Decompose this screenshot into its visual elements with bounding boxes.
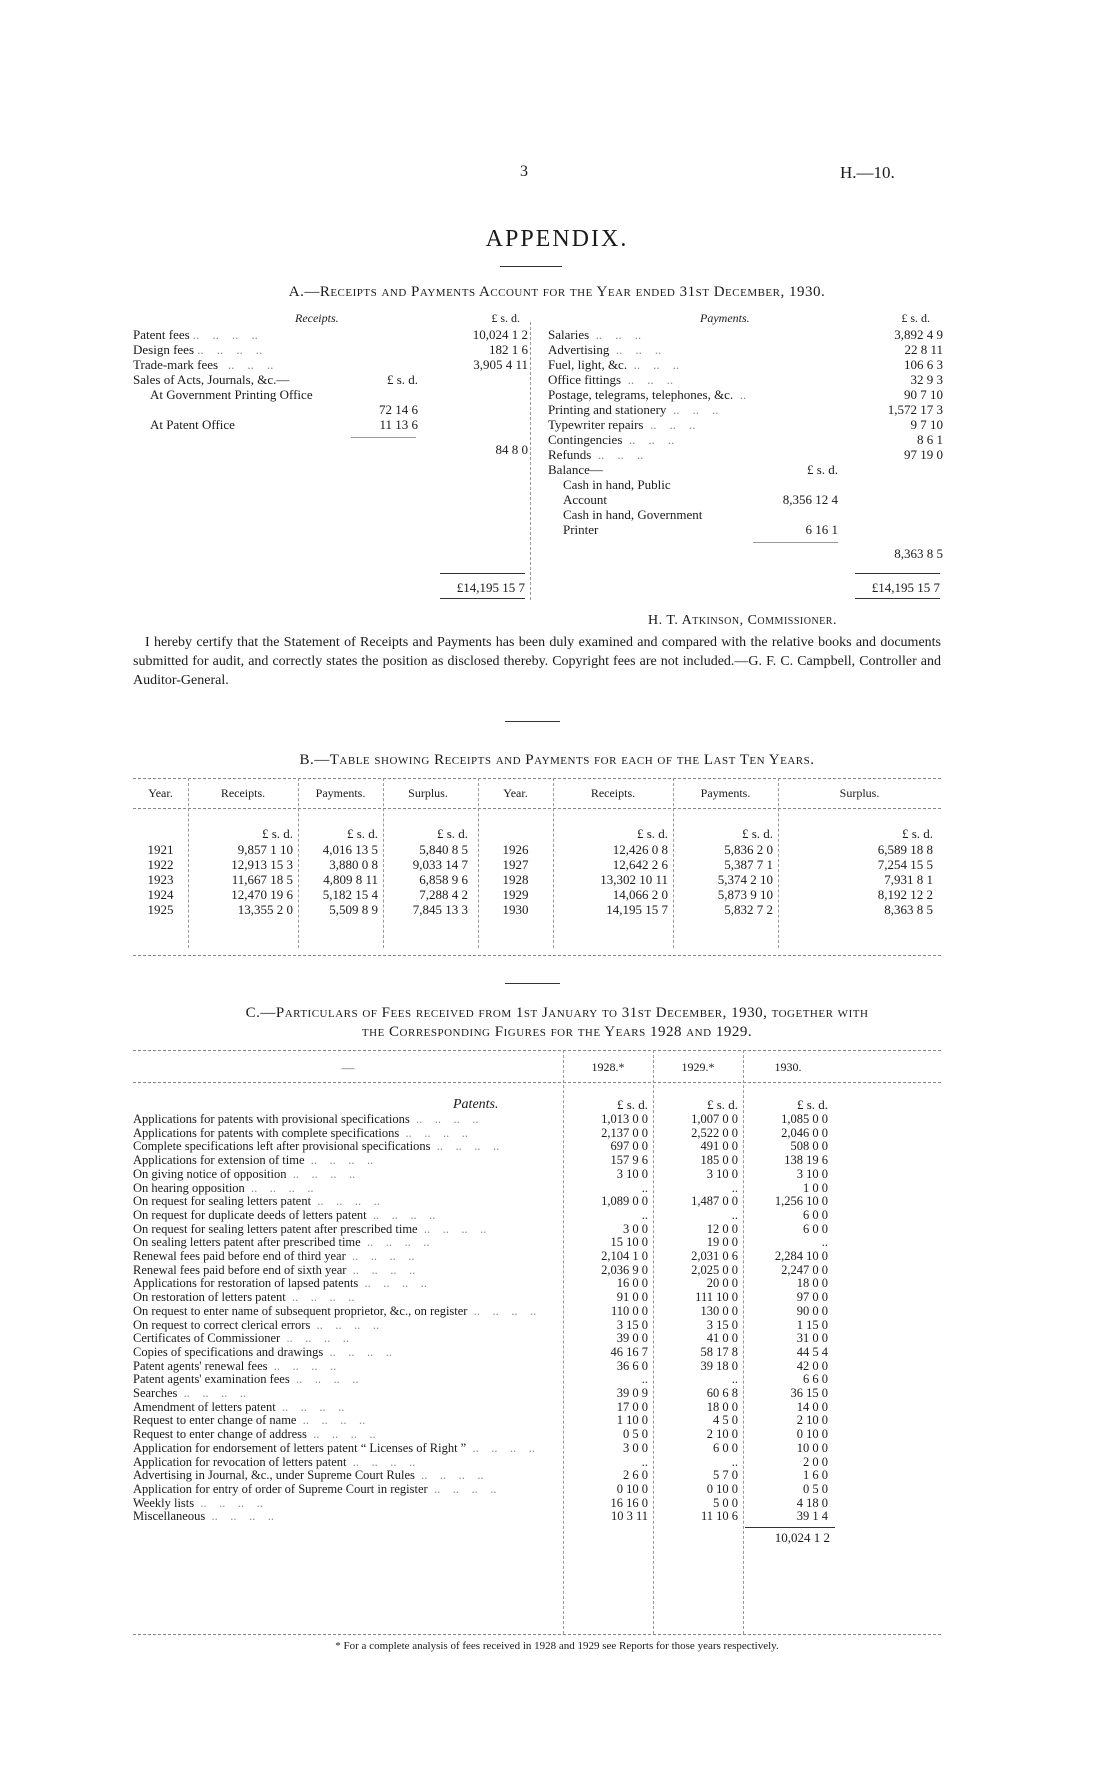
fee-amount: 2,031 0 6 (691, 1249, 738, 1263)
payment-row: Fuel, light, &c. .. .. .. 106 6 3 (548, 357, 943, 372)
fee-amount: 2,104 1 0 (601, 1249, 648, 1263)
sales-heading-row: Sales of Acts, Journals, &c.— £ s. d. (133, 372, 418, 387)
receipt-amount: 182 1 6 (489, 342, 528, 357)
footnote: * For a complete analysis of fees received in 1928 and 1929 see Reports for those years respectively. (335, 1640, 779, 1652)
section-a-divider (530, 322, 531, 600)
fee-row-label: Copies of specifications and drawings .. .. .. .. (133, 1344, 392, 1359)
fee-amount: 6 6 0 (803, 1372, 828, 1387)
fee-amount: .. (641, 1180, 648, 1195)
column-header: Surplus. (839, 786, 880, 800)
fee-amount: 4 18 0 (796, 1495, 828, 1510)
fee-amount: 3 10 0 (796, 1166, 828, 1181)
fee-amount: 5 0 0 (713, 1495, 738, 1510)
balance-item-label: Cash in hand, Government Printer (563, 507, 703, 537)
amount-cell: 14,066 2 0 (612, 887, 668, 902)
amount-cell: 5,387 7 1 (724, 857, 773, 872)
fee-amount: 46 16 7 (610, 1344, 648, 1359)
amount-cell: 7,845 13 3 (412, 902, 468, 917)
fee-row-label: On sealing letters patent after prescribed time .. .. .. .. (133, 1235, 430, 1250)
fee-amount: 110 0 0 (610, 1303, 648, 1318)
amount-cell: 12,642 2 6 (612, 857, 668, 872)
fee-amount: 491 0 0 (700, 1139, 738, 1154)
payment-row: Advertising .. .. .. 22 8 11 (548, 342, 943, 357)
balance-heading-row (548, 462, 943, 477)
fee-row-label: On request for sealing letters patent .. .. .. .. (133, 1194, 380, 1209)
fee-row-label: On request to enter name of subsequent proprietor, &c., on register .. .. .. .. (133, 1303, 537, 1318)
fee-amount: .. (731, 1180, 738, 1195)
year-header: 1930. (774, 1060, 802, 1074)
payment-row: Refunds .. .. .. 97 19 0 (548, 447, 943, 462)
fee-row-label: Advertising in Journal, &c., under Supreme Court Rules .. .. .. .. (133, 1468, 484, 1483)
payment-row: Salaries .. .. .. 3,892 4 9 (548, 327, 943, 342)
year-cell: 1930 (502, 902, 529, 917)
fee-amount: 2,046 0 0 (781, 1125, 828, 1140)
fee-amount: 0 10 0 (796, 1427, 828, 1442)
auditor-certificate: I hereby certify that the Statement of Receipts and Payments has been duly examined and compared with the relative books and documents submitted for audit, and correctly states the position as disclosed thereby. Copyright fees are not included.—G. F. C. Campbell, Controller and Auditor-General. (133, 635, 941, 688)
fee-amount: 91 0 0 (616, 1290, 648, 1305)
fee-amount: 1,007 0 0 (691, 1112, 738, 1126)
fee-row-label: Application for revocation of letters patent .. .. .. .. (133, 1454, 416, 1469)
payment-amount: 32 9 3 (910, 372, 943, 387)
column-divider (553, 778, 554, 948)
fee-amount: 60 6 8 (706, 1386, 738, 1400)
amount-cell: 5,873 9 10 (717, 887, 773, 902)
balance-units: £ s. d. (806, 462, 838, 477)
payment-amount: 106 6 3 (904, 357, 943, 372)
payments-total: £14,195 15 7 (871, 580, 940, 595)
section-a-title: A.—Receipts and Payments Account for the Year ended 31st December, 1930. (288, 284, 826, 300)
fee-amount: 111 10 0 (695, 1290, 738, 1305)
fee-amount: 6 0 0 (803, 1207, 828, 1222)
fee-amount: 130 0 0 (700, 1303, 738, 1318)
fee-amount: 17 0 0 (616, 1399, 648, 1414)
fees-total-1930: 10,024 1 2 (774, 1530, 830, 1545)
ten-year-table (133, 778, 941, 948)
payment-amount: 8 6 1 (917, 432, 943, 447)
fee-row-label: Applications for restoration of lapsed patents .. .. .. .. (133, 1276, 428, 1291)
fee-amount: 0 10 0 (616, 1481, 648, 1496)
column-header: Payments. (315, 786, 366, 800)
fee-amount: .. (731, 1454, 738, 1469)
column-header: Payments. (700, 786, 751, 800)
commissioner-signature: H. T. Atkinson, Commissioner. (648, 613, 837, 628)
fee-amount: 3 10 0 (616, 1166, 648, 1181)
receipt-amount: 10,024 1 2 (472, 327, 528, 342)
title-rule (500, 266, 562, 267)
fee-amount: 42 0 0 (796, 1358, 828, 1373)
fee-row-label: On request for duplicate deeds of letters patent .. .. .. .. (133, 1207, 436, 1222)
fee-amount: 0 10 0 (706, 1481, 738, 1496)
fee-amount: .. (731, 1207, 738, 1222)
units-label: £ s. d. (901, 826, 933, 841)
fee-amount: 697 0 0 (610, 1139, 648, 1154)
fee-row-label: Application for endorsement of letters patent “ Licenses of Right ” .. .. .. .. (133, 1440, 535, 1455)
amount-cell: 5,374 2 10 (717, 872, 773, 887)
amount-cell: 12,913 15 3 (231, 857, 293, 872)
column-header: Surplus. (408, 786, 448, 800)
section-b-title: B.—Table showing Receipts and Payments for each of the Last Ten Years. (299, 752, 815, 768)
fee-amount: .. (641, 1372, 648, 1387)
receipt-row: Patent fees .. .. .. .. 10,024 1 2 (133, 327, 528, 342)
fee-row-label: Miscellaneous .. .. .. .. (133, 1509, 274, 1524)
fee-amount: 31 0 0 (796, 1331, 828, 1346)
fee-amount: 4 5 0 (713, 1413, 738, 1428)
fee-row-label: On request for sealing letters patent after prescribed time .. .. .. .. (133, 1221, 487, 1236)
section-c-title-line1: C.—Particulars of Fees received from 1st January to 31st December, 1930, together with (245, 1005, 869, 1021)
fee-amount: 508 0 0 (790, 1139, 828, 1154)
fee-amount: .. (821, 1235, 828, 1250)
year-header: 1929.* (681, 1060, 715, 1074)
fee-row-label: Applications for patents with provisional specifications .. .. .. .. (133, 1112, 479, 1126)
amount-cell: 4,016 13 5 (322, 842, 378, 857)
column-header: Year. (503, 786, 528, 800)
fee-amount: 0 5 0 (623, 1427, 648, 1442)
year-cell: 1922 (147, 857, 174, 872)
page-number: 3 (520, 163, 528, 180)
balance-item-amount: 6 16 1 (805, 522, 838, 537)
fee-amount: 138 19 6 (784, 1153, 828, 1168)
payment-label: Refunds (548, 447, 592, 462)
fee-row-label: On request to correct clerical errors .. .. .. .. (133, 1317, 380, 1332)
year-cell: 1928 (502, 872, 529, 887)
amount-cell: 13,302 10 11 (600, 872, 668, 887)
fee-amount: 0 5 0 (803, 1481, 828, 1496)
payment-row: Contingencies .. .. .. 8 6 1 (548, 432, 943, 447)
fee-amount: 14 0 0 (796, 1399, 828, 1414)
payments-list (548, 327, 943, 587)
fee-amount: 3 0 0 (623, 1440, 648, 1455)
units-label: £ s. d. (616, 1097, 648, 1112)
fee-amount: 20 0 0 (706, 1276, 738, 1291)
amount-cell: 5,832 7 2 (724, 902, 773, 917)
patents-subheading: Patents. (453, 1097, 499, 1112)
fee-row-label: Renewal fees paid before end of third year .. .. .. .. (133, 1249, 415, 1263)
balance-total: 8,363 8 5 (894, 546, 943, 561)
payment-label: Advertising (548, 342, 610, 357)
fee-amount: 36 15 0 (790, 1386, 828, 1400)
fee-amount: 1,013 0 0 (601, 1112, 648, 1126)
section-b-end-rule (505, 983, 560, 984)
balance-label: Balance— (548, 462, 603, 477)
year-cell: 1921 (147, 842, 174, 857)
payment-amount: 22 8 11 (904, 342, 943, 357)
fee-amount: 97 0 0 (796, 1290, 828, 1305)
year-cell: 1927 (502, 857, 529, 872)
fee-row-label: Request to enter change of name .. .. .. .. (133, 1413, 366, 1428)
payment-label: Fuel, light, &c. (548, 357, 628, 372)
year-cell: 1924 (147, 887, 174, 902)
units-label: £ s. d. (436, 826, 468, 841)
fee-amount: 39 0 0 (616, 1331, 648, 1346)
units-label: £ s. d. (706, 1097, 738, 1112)
fee-amount: 3 15 0 (706, 1317, 738, 1332)
section-c-title-line2: the Corresponding Figures for the Years 1928 and 1929. (361, 1024, 753, 1040)
fee-row-label: On giving notice of opposition .. .. .. .. (133, 1166, 356, 1181)
sales-total: 84 8 0 (495, 442, 528, 457)
receipts-heading: Receipts. (295, 311, 339, 325)
fee-amount: 1 15 0 (796, 1317, 828, 1332)
fee-amount: 41 0 0 (706, 1331, 738, 1346)
payment-label: Contingencies (548, 432, 623, 447)
fee-amount: 1 10 0 (616, 1413, 648, 1428)
fee-row-label: Applications for extension of time .. .. .. .. (133, 1153, 374, 1168)
payment-row: Printing and stationery .. .. .. 1,572 17 3 (548, 402, 943, 417)
fee-amount: 2 10 0 (796, 1413, 828, 1428)
payment-amount: 1,572 17 3 (887, 402, 943, 417)
payment-label: Printing and stationery (548, 402, 667, 417)
column-header: Receipts. (590, 786, 636, 800)
fee-amount: 2,284 10 0 (774, 1249, 828, 1263)
amount-cell: 9,033 14 7 (412, 857, 468, 872)
fee-amount: 12 0 0 (706, 1221, 738, 1236)
fee-amount: 90 0 0 (796, 1303, 828, 1318)
fee-amount: 58 17 8 (700, 1344, 738, 1359)
fee-amount: 1 6 0 (803, 1468, 828, 1483)
amount-cell: 9,857 1 10 (237, 842, 293, 857)
fee-amount: 2 10 0 (706, 1427, 738, 1442)
amount-cell: 13,355 2 0 (237, 902, 293, 917)
column-header: Year. (148, 786, 173, 800)
fee-amount: .. (641, 1454, 648, 1469)
document-reference: H.—10. (840, 163, 895, 182)
fee-row-label: Searches .. .. .. .. (133, 1386, 247, 1400)
payment-label: Salaries (548, 327, 590, 342)
fee-amount: 1 0 0 (803, 1180, 828, 1195)
year-header: 1928.* (591, 1060, 625, 1074)
fee-amount: 1,085 0 0 (781, 1112, 828, 1126)
fee-amount: 39 18 0 (700, 1358, 738, 1373)
fee-amount: 11 10 6 (700, 1509, 738, 1524)
fee-amount: 44 5 4 (796, 1344, 828, 1359)
fee-amount: 10 3 11 (610, 1509, 648, 1524)
fee-amount: 1,089 0 0 (601, 1194, 648, 1209)
amount-cell: 11,667 18 5 (231, 872, 293, 887)
section-a-end-rule (505, 721, 560, 722)
fee-amount: 157 9 6 (610, 1153, 648, 1168)
amount-cell: 4,809 8 11 (323, 872, 378, 887)
units-label: £ s. d. (346, 826, 378, 841)
amount-cell: 8,192 12 2 (877, 887, 933, 902)
fee-amount: 18 0 0 (706, 1399, 738, 1414)
fee-amount: 1,487 0 0 (691, 1194, 738, 1209)
appendix-title: APPENDIX. (485, 226, 629, 252)
fee-amount: 6 0 0 (713, 1440, 738, 1455)
fee-amount: 2,036 9 0 (601, 1262, 648, 1277)
receipt-row: Design fees .. .. .. .. 182 1 6 (133, 342, 528, 357)
units-label: £ s. d. (636, 826, 668, 841)
year-cell: 1923 (147, 872, 174, 887)
amount-cell: 12,470 19 6 (231, 887, 293, 902)
payment-row: Postage, telegrams, telephones, &c. .. 90 7 10 (548, 387, 943, 402)
payment-label: Office fittings (548, 372, 622, 387)
amount-cell: 5,509 8 9 (329, 902, 378, 917)
fee-row-label: On hearing opposition .. .. .. .. (133, 1180, 314, 1195)
fee-amount: 16 0 0 (616, 1276, 648, 1291)
units-label: £ s. d. (741, 826, 773, 841)
fee-amount: 15 10 0 (610, 1235, 648, 1250)
fee-amount: 5 7 0 (713, 1468, 738, 1483)
fee-row-label: Patent agents' examination fees .. .. .. .. (133, 1372, 359, 1387)
fee-amount: 36 6 0 (616, 1358, 648, 1373)
receipts-units: £ s. d. (491, 311, 520, 325)
fee-amount: 2 0 0 (803, 1454, 828, 1469)
payment-amount: 9 7 10 (910, 417, 943, 432)
sales-item-amount: 11 13 6 (379, 417, 418, 432)
fee-amount: 1,256 10 0 (774, 1194, 828, 1209)
payment-amount: 3,892 4 9 (894, 327, 943, 342)
payment-row: Typewriter repairs .. .. .. 9 7 10 (548, 417, 943, 432)
receipts-total: £14,195 15 7 (456, 580, 525, 595)
amount-cell: 5,836 2 0 (724, 842, 773, 857)
receipt-row: Trade-mark fees .. .. .. 3,905 4 11 (133, 357, 528, 372)
payment-amount: 97 19 0 (904, 447, 943, 462)
amount-cell: 6,589 18 8 (877, 842, 933, 857)
payment-amount: 90 7 10 (904, 387, 943, 402)
fee-amount: 2 6 0 (623, 1468, 648, 1483)
fee-amount: .. (641, 1207, 648, 1222)
fee-amount: 39 0 9 (616, 1386, 648, 1400)
fee-row-label: On restoration of letters patent .. .. .. .. (133, 1290, 355, 1305)
sales-item-amount: 72 14 6 (379, 402, 418, 417)
fee-amount: 2,025 0 0 (691, 1262, 738, 1277)
fee-amount: 3 15 0 (616, 1317, 648, 1332)
first-column-header: — (341, 1060, 355, 1075)
year-cell: 1925 (147, 902, 174, 917)
fee-amount: 39 1 4 (796, 1509, 828, 1524)
fee-amount: 10 0 0 (796, 1440, 828, 1455)
amount-cell: 3,880 0 8 (329, 857, 378, 872)
balance-item-amount: 8,356 12 4 (782, 492, 838, 507)
fee-amount: 19 0 0 (706, 1235, 738, 1250)
fee-row-label: Certificates of Commissioner .. .. .. .. (133, 1331, 349, 1346)
fee-amount: 2,522 0 0 (691, 1125, 738, 1140)
payment-label: Postage, telegrams, telephones, &c. (548, 387, 734, 402)
amount-cell: 8,363 8 5 (884, 902, 933, 917)
receipts-list (133, 327, 528, 477)
fee-row-label: Patent agents' renewal fees .. .. .. .. (133, 1358, 337, 1373)
balance-item-label: Cash in hand, Public Account (563, 477, 671, 507)
amount-cell: 6,858 9 6 (419, 872, 468, 887)
sales-item-label: At Patent Office (150, 417, 235, 432)
fee-row-label: Renewal fees paid before end of sixth year .. .. .. .. (133, 1262, 416, 1277)
amount-cell: 5,840 8 5 (419, 842, 468, 857)
fee-row-label: Weekly lists .. .. .. .. (133, 1495, 263, 1510)
fee-row-label: Amendment of letters patent .. .. .. .. (133, 1399, 345, 1414)
payment-label: Typewriter repairs (548, 417, 644, 432)
year-cell: 1929 (502, 887, 529, 902)
amount-cell: 7,931 8 1 (884, 872, 933, 887)
receipt-amount: 3,905 4 11 (473, 357, 528, 372)
payment-row: Office fittings .. .. .. 32 9 3 (548, 372, 943, 387)
payments-units: £ s. d. (901, 311, 930, 325)
units-label: £ s. d. (261, 826, 293, 841)
amount-cell: 14,195 15 7 (606, 902, 668, 917)
fee-amount: 2,247 0 0 (781, 1262, 828, 1277)
fee-amount: 3 10 0 (706, 1166, 738, 1181)
fee-row-label: Application for entry of order of Supreme Court in register .. .. .. .. (133, 1481, 497, 1496)
amount-cell: 7,288 4 2 (419, 887, 468, 902)
fee-amount: .. (731, 1372, 738, 1387)
fee-amount: 185 0 0 (700, 1153, 738, 1168)
fee-amount: 2,137 0 0 (601, 1125, 648, 1140)
units-label: £ s. d. (796, 1097, 828, 1112)
fees-table (133, 1050, 941, 1620)
amount-cell: 7,254 15 5 (877, 857, 933, 872)
year-cell: 1926 (502, 842, 529, 857)
fee-row-label: Request to enter change of address .. .. .. .. (133, 1427, 376, 1442)
fee-amount: 3 0 0 (623, 1221, 648, 1236)
amount-cell: 12,426 0 8 (612, 842, 668, 857)
fee-row-label: Complete specifications left after provisional specifications .. .. .. .. (133, 1139, 500, 1154)
column-header: Receipts. (220, 786, 266, 800)
fee-amount: 18 0 0 (796, 1276, 828, 1291)
fee-row-label: Applications for patents with complete specifications .. .. .. .. (133, 1125, 468, 1140)
column-divider (778, 778, 779, 948)
amount-cell: 5,182 15 4 (322, 887, 378, 902)
sales-item-label: At Government Printing Office (150, 387, 313, 402)
fee-amount: 6 0 0 (803, 1221, 828, 1236)
payments-heading: Payments. (700, 311, 750, 325)
fee-amount: 16 16 0 (610, 1495, 648, 1510)
